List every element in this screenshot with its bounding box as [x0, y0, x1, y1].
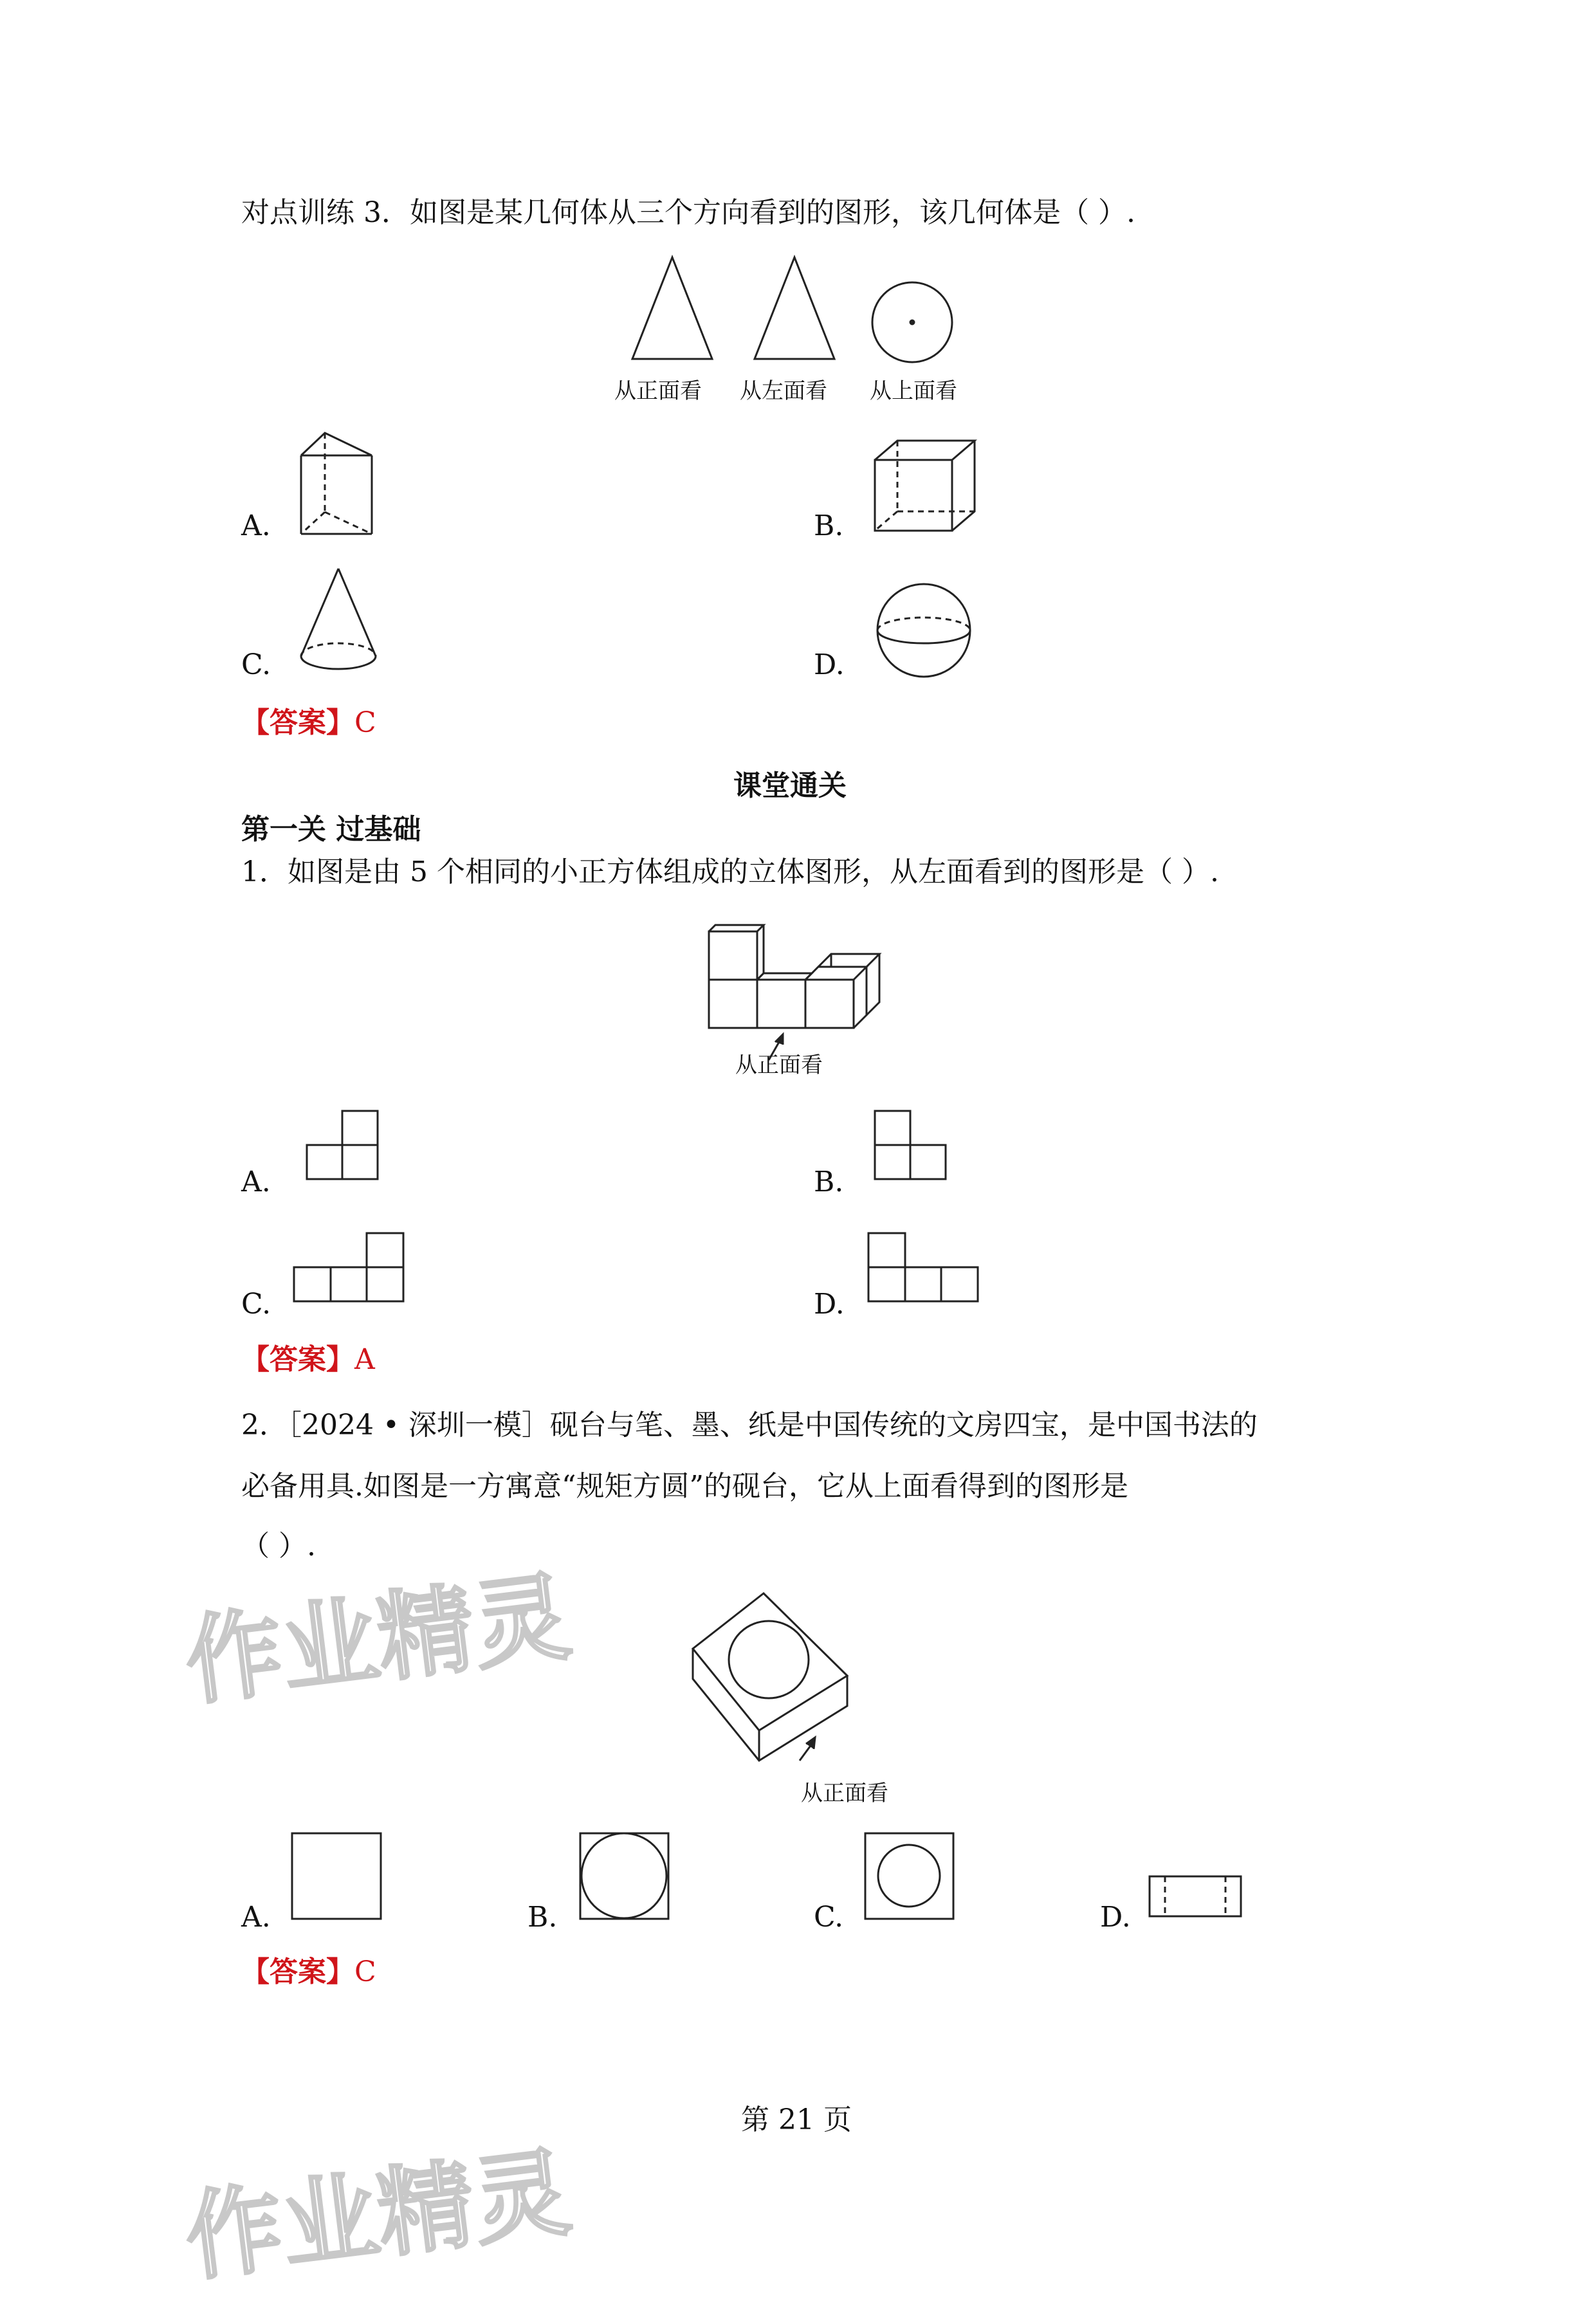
q3-caption-left: 从左面看	[740, 378, 827, 404]
q1-answer	[241, 1343, 375, 1377]
q2-answer-value: C	[354, 1956, 376, 1988]
q2-inkstone-figure	[692, 1592, 859, 1766]
q2-option-b-square-circle	[579, 1832, 672, 1922]
q1-option-d-shape	[867, 1232, 983, 1306]
section-subtitle: 第一关 过基础	[241, 813, 421, 846]
q2-option-d-rectangle	[1148, 1875, 1245, 1921]
q3-answer-value: C	[354, 706, 376, 739]
q3-caption-front: 从正面看	[614, 378, 702, 404]
q3-option-b-label: B.	[814, 509, 844, 542]
q2-question-line3: （ ）.	[241, 1530, 316, 1562]
q3-top-view-circle	[870, 280, 957, 367]
q1-option-d-label: D.	[814, 1288, 845, 1321]
q1-question: 1．如图是由 5 个相同的小正方体组成的立体图形，从左面看到的图形是（ ）.	[241, 856, 1219, 888]
q2-option-c-square-circle	[864, 1832, 957, 1922]
q1-answer-label: 【答案】	[241, 1343, 354, 1376]
q3-option-c-label: C.	[241, 648, 271, 681]
section-title: 课堂通关	[733, 769, 847, 802]
q3-option-c-cone	[296, 566, 386, 675]
q1-answer-value: A	[354, 1343, 375, 1376]
q2-answer	[241, 1956, 376, 1990]
q1-option-c-label: C.	[241, 1288, 271, 1321]
q2-option-a-square	[291, 1832, 384, 1922]
watermark-bottom: 作业精灵	[179, 2136, 577, 2295]
q2-option-b-label: B.	[527, 1901, 558, 1934]
q3-option-a-label: A.	[241, 509, 271, 542]
q1-option-b-shape	[874, 1110, 951, 1184]
q2-option-c-label: C.	[814, 1901, 844, 1934]
q3-front-view-triangle	[627, 256, 717, 362]
q1-option-c-shape	[293, 1232, 408, 1306]
q3-option-d-sphere	[874, 582, 977, 682]
q3-option-d-label: D.	[814, 648, 845, 681]
q1-option-b-label: B.	[814, 1166, 844, 1198]
q1-caption: 从正面看	[735, 1052, 823, 1078]
q3-answer	[241, 706, 376, 740]
q2-option-d-label: D.	[1100, 1901, 1131, 1934]
q3-answer-label: 【答案】	[241, 706, 354, 739]
q2-caption: 从正面看	[801, 1781, 888, 1806]
q1-cube-figure	[708, 912, 894, 1047]
q3-question: 对点训练 3．如图是某几何体从三个方向看到的图形，该几何体是（ ）.	[241, 196, 1135, 229]
page-number: 第 21 页	[741, 2103, 852, 2136]
q3-caption-top: 从上面看	[870, 378, 957, 404]
q1-option-a-label: A.	[241, 1166, 271, 1198]
q2-question-line1: 2．［2024 • 深圳一模］砚台与笔、墨、纸是中国传统的文房四宝，是中国书法的	[241, 1409, 1258, 1442]
q3-left-view-triangle	[749, 256, 839, 362]
q1-option-a-shape	[306, 1110, 383, 1184]
q2-option-a-label: A.	[241, 1901, 271, 1934]
q2-answer-label: 【答案】	[241, 1956, 354, 1988]
q3-option-a-prism	[296, 430, 380, 539]
q2-question-line2: 必备用具.如图是一方寓意“规矩方圆”的砚台，它从上面看得到的图形是	[241, 1470, 1128, 1503]
q3-option-b-cube	[872, 437, 981, 534]
watermark-middle: 作业精灵	[179, 1561, 577, 1719]
